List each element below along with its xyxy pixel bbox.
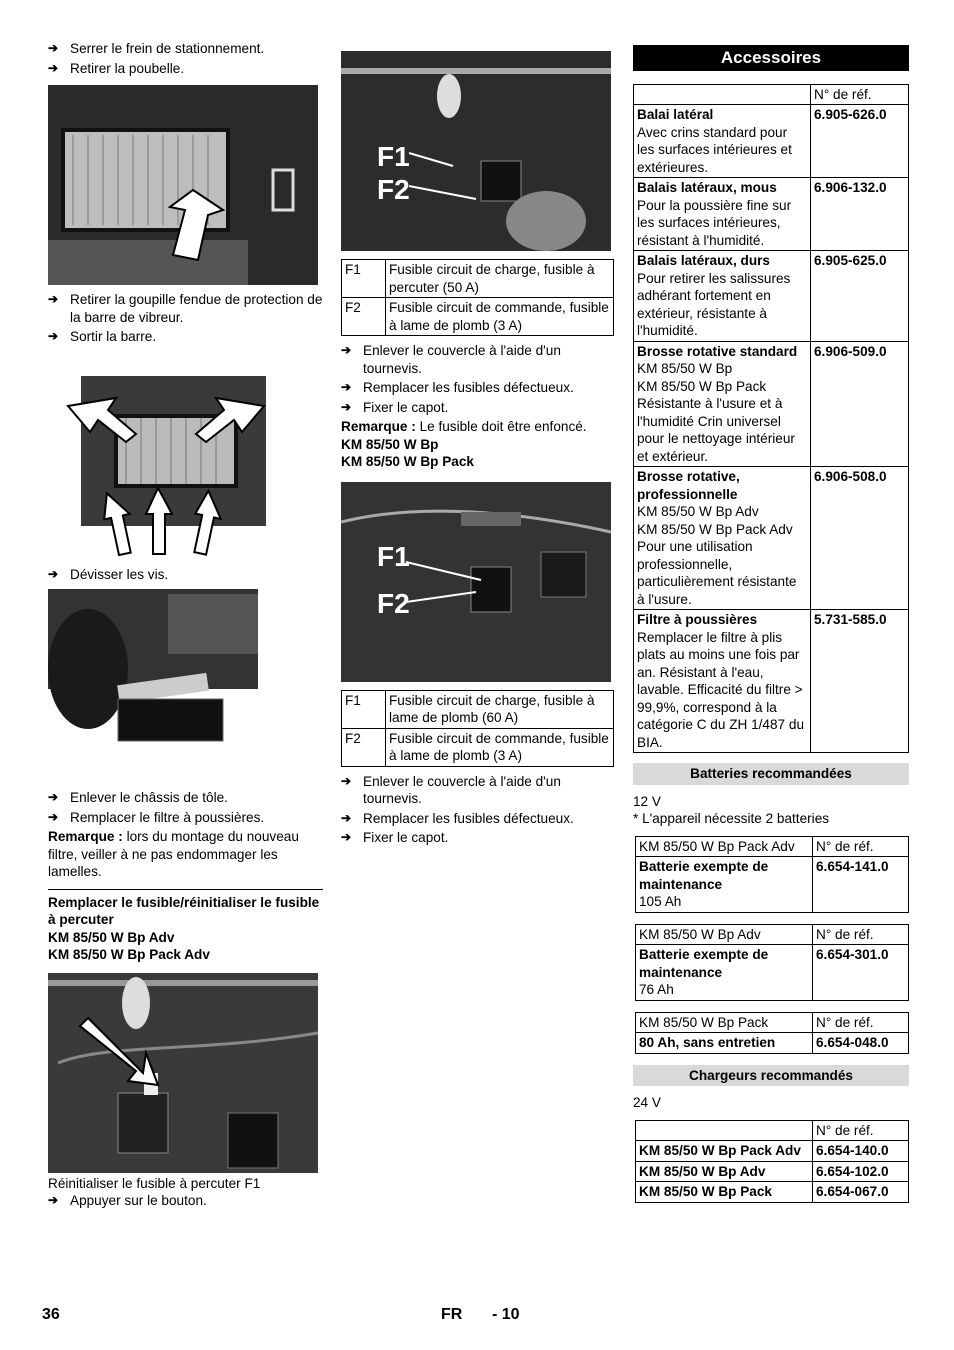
fuse-id: F2 [342,728,386,766]
accessory-name: Balai latéral [637,107,714,122]
battery-name: Batterie exempte de maintenance [639,859,769,892]
fuses-std-illustration [341,482,611,682]
accessory-desc: KM 85/50 W Bp KM 85/50 W Bp Pack Résistante à l'usure et à l'humidité Crin universel pour le nettoyage intérieur et extérieur. [637,361,795,464]
instruction-step [48,1192,323,1210]
table-header [636,924,909,945]
step-text: Serrer le frein de stationnement. [70,41,265,56]
accessory-cell [634,105,811,178]
step-text: Fixer le capot. [363,399,449,415]
ref-header: N° de réf. [813,1012,909,1033]
table-header [636,836,909,857]
battery-tables [633,836,909,1054]
accessory-cell [634,251,811,342]
battery-table [635,836,909,913]
table-row [634,341,909,467]
column-middle [341,51,614,849]
charger-model: KM 85/50 W Bp Pack [636,1182,813,1203]
fuse-desc: Fusible circuit de commande, fusible à lame de plomb (3 A) [386,728,614,766]
battery-table [635,924,909,1001]
battery-ref: 6.654-301.0 [813,945,909,1001]
arrow-right-icon: ➔ [341,399,352,414]
step-text: Appuyer sur le bouton. [70,1193,207,1208]
arrow-right-icon: ➔ [341,343,352,357]
photo-filter-screws [66,376,266,556]
accessory-ref: 6.906-509.0 [811,341,909,467]
reset-caption: Réinitialiser le fusible à percuter F1 [48,1175,261,1191]
instruction-step [48,789,323,807]
battery-model: KM 85/50 W Bp Adv [636,924,813,945]
step-text: Sortir la barre. [70,329,157,344]
step-text: Dévisser les vis. [70,566,169,582]
table-row [342,260,614,298]
accessory-desc: KM 85/50 W Bp Adv KM 85/50 W Bp Pack Adv Pour une utilisation professionnelle, particulièrement résistante à l'usure. [637,504,797,607]
charger-ref: 6.654-067.0 [813,1182,909,1203]
model-line: KM 85/50 W Bp Pack [341,454,474,469]
charger-model: KM 85/50 W Bp Pack Adv [636,1141,813,1162]
column-left [48,40,323,1212]
battery-cell [636,857,813,913]
accessory-cell [634,178,811,251]
table-row [636,1182,909,1203]
sub-page: - 10 [492,1306,520,1323]
battery-spec: 105 Ah [639,894,682,909]
table-row [634,610,909,753]
steps-a [341,342,614,416]
arrow-right-icon: ➔ [48,292,59,306]
accessory-desc: Avec crins standard pour les surfaces intérieures et extérieures. [637,124,792,175]
fuse-desc: Fusible circuit de charge, fusible à percuter (50 A) [386,260,614,298]
fuse-table-1 [341,259,614,336]
arrow-right-icon: ➔ [341,773,352,788]
instruction-step [341,342,614,377]
batteries-note: * L'appareil nécessite 2 batteries [633,811,830,826]
table-header [636,1120,909,1141]
divider [48,889,323,890]
battery-ref: 6.654-048.0 [813,1033,909,1054]
chargers-voltage: 24 V [633,1095,661,1110]
fuse-heading: Remplacer le fusible/réinitialiser le fusible à percuter [48,894,320,927]
table-row [636,945,909,1001]
instruction-step [48,809,323,827]
reset-fuse-illustration [48,973,318,1173]
note-fuse [341,418,614,436]
arrow-right-icon: ➔ [48,566,59,581]
chargers-heading: Chargeurs recommandés [633,1065,909,1087]
battery-table [635,1012,909,1054]
ref-header: N° de réf. [811,84,909,105]
ref-header: N° de réf. [813,924,909,945]
note-text: lors du montage du nouveau filtre, veiller à ne pas endommager les lamelles. [48,829,299,879]
ref-header: N° de réf. [813,836,909,857]
accessory-name: Brosse rotative standard [637,343,798,359]
step-text: Retirer la goupille fendue de protection de la barre de vibreur. [70,292,323,325]
fuse-table-2 [341,690,614,767]
arrow-right-icon: ➔ [341,810,352,825]
table-row [636,1141,909,1162]
ref-header: N° de réf. [813,1120,909,1141]
instruction-step [341,810,614,828]
arrow-right-icon: ➔ [341,380,352,394]
label-f2: F2 [377,174,410,205]
label-f1: F1 [377,141,410,172]
language-code: FR [441,1306,463,1323]
chargers-table [635,1120,909,1203]
step-text: Remplacer les fusibles défectueux. [363,380,574,395]
arrow-right-icon: ➔ [48,60,59,75]
battery-model: KM 85/50 W Bp Pack [636,1012,813,1033]
table-row [636,857,909,913]
steps-b [48,291,323,346]
accessory-name: Filtre à poussières [637,612,758,627]
accessory-desc: Pour la poussière fine sur les surfaces intérieures, résistant à l'humidité. [637,197,792,248]
table-row [636,1161,909,1182]
photo-fuses-adv [341,51,611,251]
charger-ref: 6.654-140.0 [813,1141,909,1162]
instruction-step [48,566,323,584]
accessory-ref: 5.731-585.0 [811,610,909,753]
table-row [342,298,614,336]
model-line: KM 85/50 W Bp Adv [48,929,175,945]
table-row [634,251,909,342]
note-label: Remarque : [48,829,123,844]
battery-ref: 6.654-141.0 [813,857,909,913]
step-text: Enlever le couvercle à l'aide d'un tournevis. [363,343,561,376]
instruction-step [48,60,323,78]
accessory-name: Brosse rotative, professionnelle [637,469,740,502]
battery-cell [636,945,813,1001]
battery-model: KM 85/50 W Bp Pack Adv [636,836,813,857]
photo-reset-fuse [48,973,318,1173]
accessory-ref: 6.905-626.0 [811,105,909,178]
batteries-voltage: 12 V [633,793,661,809]
instruction-step [48,328,323,346]
accessory-ref: 6.906-508.0 [811,467,909,610]
label-f1: F1 [377,540,410,572]
battery-spec: 76 Ah [639,982,674,997]
filter-photo-illustration [48,85,318,285]
step-text: Retirer la poubelle. [70,60,185,76]
table-row [634,178,909,251]
accessory-ref: 6.905-625.0 [811,251,909,342]
note-label: Remarque : [341,419,416,434]
charger-model: KM 85/50 W Bp Adv [636,1161,813,1182]
table-row [634,467,909,610]
page-number: 36 [42,1306,60,1323]
table-row [342,728,614,766]
remove-filter-illustration [48,589,258,749]
note-filter [48,828,323,881]
batteries-heading: Batteries recommandées [633,763,909,785]
accessories-table [633,84,909,754]
accessory-desc: Remplacer le filtre à plis plats au moins une fois par an. Résistant à l'eau, lavable. Efficacité du filtre > 99,9%, correspond à la catégorie C du ZH 1/487 du BIA. [637,629,805,750]
step-text: Remplacer les fusibles défectueux. [363,810,574,826]
step-text: Enlever le châssis de tôle. [70,790,228,805]
fuse-desc: Fusible circuit de commande, fusible à lame de plomb (3 A) [386,298,614,336]
fuses-adv-illustration [341,51,611,251]
photo-filter-open [48,85,318,285]
steps-e [48,1192,323,1210]
label-f2: F2 [377,587,410,619]
table-header [636,1012,909,1033]
fuse-id: F1 [342,260,386,298]
steps-c [48,566,323,584]
fuse-id: F1 [342,690,386,728]
accessory-ref: 6.906-132.0 [811,178,909,251]
battery-name: Batterie exempte de maintenance [639,947,769,980]
photo-filter-remove [48,589,258,749]
photo-fuses-std [341,482,611,682]
column-right [633,45,909,1203]
table-row [342,690,614,728]
table-row [636,1033,909,1054]
accessory-cell [634,467,811,610]
battery-name: 80 Ah, sans entretien [639,1035,776,1050]
instruction-step [48,40,323,58]
steps-d [48,789,323,826]
table-row [634,105,909,178]
arrow-right-icon: ➔ [48,809,59,824]
screws-photo-illustration [66,376,266,556]
step-text: Remplacer le filtre à poussières. [70,809,265,825]
accessory-name: Balais latéraux, mous [637,180,777,195]
arrow-right-icon: ➔ [48,1193,59,1207]
battery-cell [636,1033,813,1054]
fuse-id: F2 [342,298,386,336]
steps-b [341,773,614,847]
charger-ref: 6.654-102.0 [813,1161,909,1182]
arrow-right-icon: ➔ [48,329,59,343]
arrow-right-icon: ➔ [48,41,59,55]
accessory-cell [634,610,811,753]
instruction-step [341,399,614,417]
arrow-right-icon: ➔ [48,790,59,804]
steps-a [48,40,323,77]
arrow-right-icon: ➔ [341,830,352,844]
model-line: KM 85/50 W Bp Pack Adv [48,947,210,962]
note-text: Le fusible doit être enfoncé. [415,419,587,434]
step-text: Fixer le capot. [363,830,449,845]
table-header [634,84,909,105]
instruction-step [341,773,614,808]
accessory-cell [634,341,811,467]
instruction-step [48,291,323,326]
accessory-desc: Pour retirer les salissures adhérant fortement en extérieur, résistante à l'humidité. [637,270,791,338]
fuse-desc: Fusible circuit de charge, fusible à lame de plomb (60 A) [386,690,614,728]
accessory-name: Balais latéraux, durs [637,253,770,268]
section-accessoires: Accessoires [633,45,909,71]
model-line: KM 85/50 W Bp [341,436,439,452]
instruction-step [341,829,614,847]
step-text: Enlever le couvercle à l'aide d'un tournevis. [363,773,561,806]
instruction-step [341,379,614,397]
